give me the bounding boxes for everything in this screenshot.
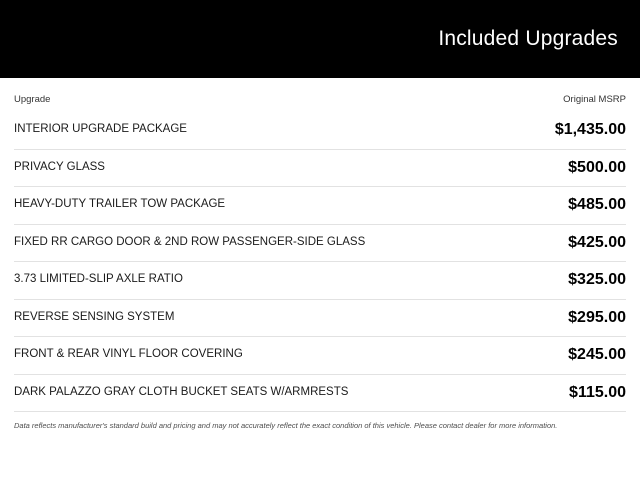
table-row [14,149,626,187]
upgrade-name: REVERSE SENSING SYSTEM [14,310,175,323]
upgrade-price: $1,435.00 [554,120,626,138]
table-row [14,336,626,374]
page-content [0,78,640,431]
upgrade-price: $485.00 [568,196,626,214]
table-row [14,186,626,224]
upgrades-table [14,111,626,411]
upgrade-name: DARK PALAZZO GRAY CLOTH BUCKET SEATS W/ARMRESTS [14,385,349,398]
upgrade-price: $115.00 [569,383,626,401]
table-row [14,299,626,337]
upgrade-name: FIXED RR CARGO DOOR & 2ND ROW PASSENGER-SIDE GLASS [14,235,366,248]
page-header [0,0,640,78]
upgrade-price: $245.00 [568,346,626,364]
upgrade-name: 3.73 LIMITED-SLIP AXLE RATIO [14,273,183,286]
table-row [14,374,626,412]
table-row [14,224,626,262]
upgrade-price: $425.00 [568,233,626,251]
upgrade-name: HEAVY-DUTY TRAILER TOW PACKAGE [14,198,226,211]
disclaimer-footnote: Data reflects manufacturer's standard build and pricing and may not accurately reflect the exact condition of this vehicle. Please contact dealer for more information. [14,411,626,431]
upgrade-price: $325.00 [568,271,626,289]
table-column-headers [14,78,626,111]
upgrade-name: INTERIOR UPGRADE PACKAGE [14,122,187,135]
upgrade-price: $295.00 [568,308,626,326]
column-header-upgrade: Upgrade [14,94,51,105]
upgrade-name: PRIVACY GLASS [14,160,105,173]
upgrade-price: $500.00 [568,158,626,176]
table-row [14,111,626,149]
upgrade-name: FRONT & REAR VINYL FLOOR COVERING [14,348,243,361]
page-title: Included Upgrades [438,27,618,50]
column-header-original-msrp: Original MSRP [563,94,626,105]
table-row [14,261,626,299]
